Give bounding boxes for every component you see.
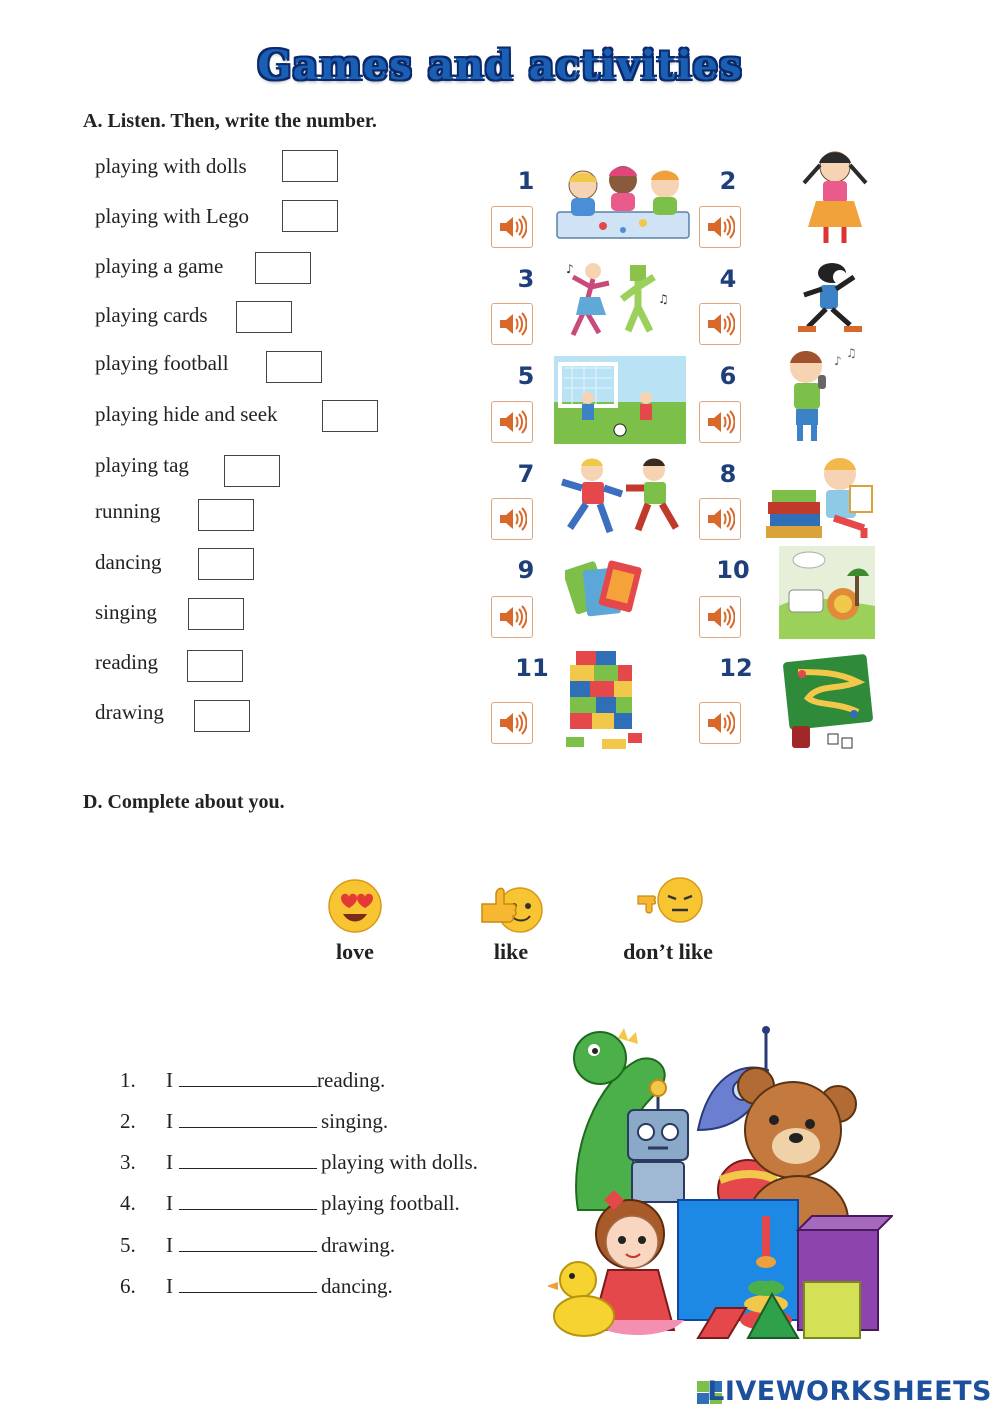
audio-button[interactable] — [699, 401, 741, 443]
football-picture — [554, 356, 686, 444]
answer-input[interactable] — [198, 499, 254, 531]
audio-button[interactable] — [699, 206, 741, 248]
toys-illustration — [548, 1020, 893, 1350]
sentence-number: 4. — [120, 1191, 136, 1215]
picture-number: 11 — [515, 654, 549, 682]
match-label: dancing — [95, 550, 162, 574]
thumbs-down-icon — [634, 874, 706, 928]
sentence-start: I — [166, 1068, 173, 1092]
svg-text:♫: ♫ — [846, 346, 857, 360]
picture-number: 7 — [517, 460, 535, 488]
singing-picture — [772, 345, 862, 445]
answer-input[interactable] — [198, 548, 254, 580]
sentence-number: 6. — [120, 1274, 136, 1298]
sentence-number: 5. — [120, 1233, 136, 1257]
heart-eyes-icon — [327, 878, 383, 934]
picture-number: 3 — [517, 265, 535, 293]
running-picture — [782, 257, 877, 342]
audio-button[interactable] — [491, 498, 533, 540]
sentence-end: singing. — [321, 1109, 389, 1133]
picture-number: 8 — [719, 460, 737, 488]
svg-text:♪: ♪ — [834, 354, 842, 368]
match-label: playing football — [95, 351, 229, 375]
sentence-row — [120, 1109, 388, 1134]
speaker-icon — [497, 311, 527, 337]
dont-like-label: don’t like — [623, 939, 713, 964]
match-label: running — [95, 499, 161, 523]
speaker-icon — [497, 214, 527, 240]
sentence-number: 1. — [120, 1068, 136, 1092]
speaker-icon — [497, 710, 527, 736]
svg-text:♪: ♪ — [566, 262, 574, 276]
picture-number: 9 — [517, 556, 535, 584]
speaker-icon — [705, 311, 735, 337]
audio-button[interactable] — [491, 206, 533, 248]
sentence-start: I — [166, 1150, 173, 1174]
speaker-icon — [705, 710, 735, 736]
sentence-number: 2. — [120, 1109, 136, 1133]
match-label: playing with dolls — [95, 154, 247, 178]
sentence-row — [120, 1233, 395, 1258]
audio-button[interactable] — [699, 303, 741, 345]
doll-picture — [790, 145, 880, 250]
answer-input[interactable] — [236, 301, 292, 333]
picture-number: 6 — [719, 362, 737, 390]
lego-picture — [562, 645, 646, 757]
worksheet-title: Games and activities — [257, 42, 743, 89]
speaker-icon — [705, 604, 735, 630]
dancing-picture — [558, 257, 673, 342]
audio-button[interactable] — [699, 702, 741, 744]
picture-number: 5 — [517, 362, 535, 390]
sentence-start: I — [166, 1109, 173, 1133]
match-label: singing — [95, 600, 157, 624]
children-drawing-picture — [553, 160, 693, 242]
answer-input[interactable] — [322, 400, 378, 432]
liveworksheets-brand: LIVEWORKSHEETS — [707, 1376, 992, 1407]
audio-button[interactable] — [699, 596, 741, 638]
speaker-icon — [705, 409, 735, 435]
match-label: playing tag — [95, 453, 189, 477]
thumbs-up-icon — [476, 874, 546, 936]
speaker-icon — [705, 506, 735, 532]
sentence-end: dancing. — [321, 1274, 393, 1298]
speaker-icon — [497, 604, 527, 630]
picture-number: 1 — [517, 167, 535, 195]
playing-a-game-picture — [779, 546, 875, 639]
sentence-blank-input[interactable] — [179, 1068, 317, 1087]
answer-input[interactable] — [188, 598, 244, 630]
match-label: playing hide and seek — [95, 402, 278, 426]
match-label: drawing — [95, 700, 164, 724]
sentence-row — [120, 1191, 460, 1216]
sentence-row — [120, 1150, 478, 1175]
sentence-blank-input[interactable] — [179, 1191, 317, 1210]
playing-tag-picture — [552, 452, 694, 544]
sentence-start: I — [166, 1191, 173, 1215]
speaker-icon — [705, 214, 735, 240]
sentence-row — [120, 1274, 393, 1299]
answer-input[interactable] — [194, 700, 250, 732]
reading-picture — [764, 450, 888, 542]
sentence-blank-input[interactable] — [179, 1150, 317, 1169]
audio-button[interactable] — [491, 401, 533, 443]
match-label: playing cards — [95, 303, 208, 327]
speaker-icon — [497, 506, 527, 532]
answer-input[interactable] — [187, 650, 243, 682]
match-label: reading — [95, 650, 158, 674]
sentence-number: 3. — [120, 1150, 136, 1174]
audio-button[interactable] — [491, 303, 533, 345]
picture-number: 10 — [716, 556, 750, 584]
audio-button[interactable] — [491, 702, 533, 744]
sentence-start: I — [166, 1274, 173, 1298]
love-label: love — [336, 939, 374, 964]
sentence-end: playing football. — [321, 1191, 460, 1215]
answer-input[interactable] — [224, 455, 280, 487]
picture-number: 2 — [719, 167, 737, 195]
answer-input[interactable] — [266, 351, 322, 383]
section-d-heading: D. Complete about you. — [83, 791, 285, 813]
answer-input[interactable] — [282, 200, 338, 232]
audio-button[interactable] — [491, 596, 533, 638]
sentence-blank-input[interactable] — [179, 1109, 317, 1128]
sentence-end: drawing. — [321, 1233, 396, 1257]
sentence-blank-input[interactable] — [179, 1274, 317, 1293]
sentence-end: reading. — [317, 1068, 386, 1092]
sentence-start: I — [166, 1233, 173, 1257]
match-label: playing a game — [95, 254, 224, 278]
speaker-icon — [497, 409, 527, 435]
match-label: playing with Lego — [95, 204, 249, 228]
answer-input[interactable] — [255, 252, 311, 284]
board-game-picture — [778, 652, 876, 752]
sentence-row — [120, 1068, 385, 1093]
picture-number: 12 — [719, 654, 753, 682]
svg-text:♫: ♫ — [658, 292, 669, 306]
picture-number: 4 — [719, 265, 737, 293]
answer-input[interactable] — [282, 150, 338, 182]
sentence-end: playing with dolls. — [321, 1150, 478, 1174]
playing-cards-picture — [565, 555, 651, 627]
section-a-heading: A. Listen. Then, write the number. — [83, 110, 377, 132]
audio-button[interactable] — [699, 498, 741, 540]
sentence-blank-input[interactable] — [179, 1233, 317, 1252]
like-label: like — [493, 939, 529, 964]
